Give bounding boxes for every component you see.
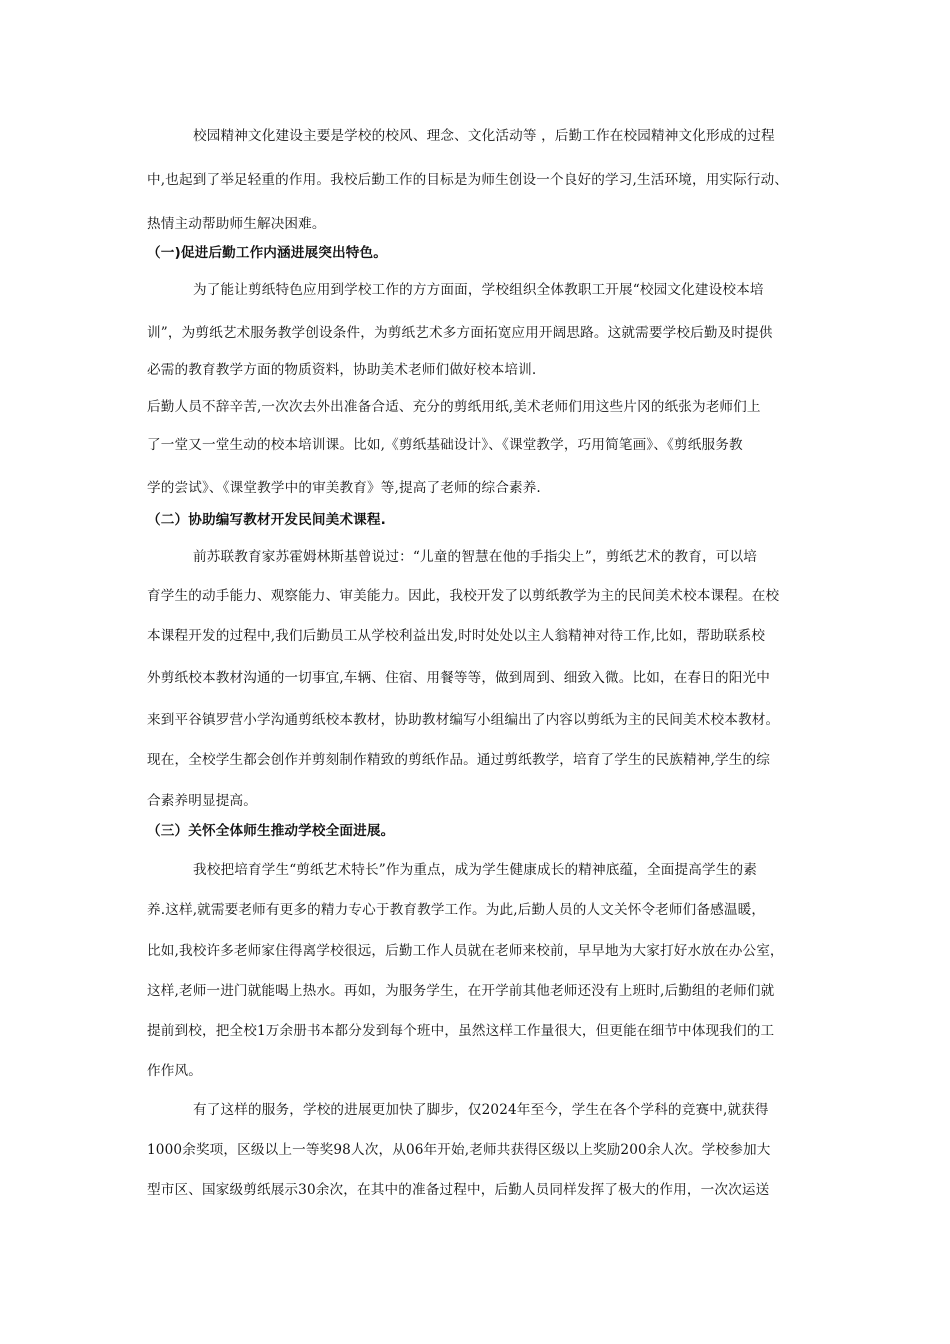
paragraph-line: 育学生的动手能力、观察能力、审美能力。因此，我校开发了以剪纸教学为主的民间美术校本课程。在校 <box>147 588 780 604</box>
paragraph-line: 有了这样的服务，学校的进展更加快了脚步，仅2024年至今，学生在各个学科的竞赛中,就获得 <box>193 1102 769 1118</box>
paragraph-line: 型市区、国家级剪纸展示30余次，在其中的准备过程中，后勤人员同样发挥了极大的作用，一次次运送 <box>147 1182 770 1198</box>
paragraph-line: 必需的教育教学方面的物质资料，协助美术老师们做好校本培训. <box>147 362 537 378</box>
paragraph-line: 学的尝试》、《课堂教学中的审美教育》等,提高了老师的综合素养. <box>147 480 541 496</box>
paragraph-line: 现在，全校学生都会创作并剪刻制作精致的剪纸作品。通过剪纸教学，培育了学生的民族精神,学生的综 <box>147 752 770 768</box>
paragraph-line: 养.这样,就需要老师有更多的精力专心于教育教学工作。为此,后勤人员的人文关怀令老师们备感温暖， <box>147 902 766 918</box>
paragraph-line: 了一堂又一堂生动的校本培训课。比如,《剪纸基础设计》、《课堂教学，巧用简笔画》、《剪纸服务教 <box>147 437 743 453</box>
paragraph-line: 外剪纸校本教材沟通的一切事宜,车辆、住宿、用餐等等，做到周到、细致入微。比如，在春日的阳光中 <box>147 670 770 686</box>
paragraph-line: 校园精神文化建设主要是学校的校风、理念、文化活动等 ，后勤工作在校园精神文化形成的过程 <box>193 128 775 144</box>
paragraph-line: 中,也起到了举足轻重的作用。我校后勤工作的目标是为师生创设一个良好的学习,生活环境，用实际行动、 <box>147 172 789 188</box>
paragraph-line: 为了能让剪纸特色应用到学校工作的方方面面，学校组织全体教职工开展“校园文化建设校本培 <box>193 282 764 298</box>
section-heading-1: （一)促进后勤工作内涵进展突出特色。 <box>147 245 388 261</box>
paragraph-line: 作作风。 <box>147 1063 202 1079</box>
paragraph-line: 合素养明显提高。 <box>147 793 257 809</box>
paragraph-line: 来到平谷镇罗营小学沟通剪纸校本教材，协助教材编写小组编出了内容以剪纸为主的民间美术校本教材。 <box>147 712 780 728</box>
paragraph-line: 本课程开发的过程中,我们后勤员工从学校利益出发,时时处处以主人翁精神对待工作,比如，帮助联系校 <box>147 628 766 644</box>
paragraph-line: 提前到校，把全校1万余册书本都分发到每个班中，虽然这样工作量很大，但更能在细节中体现我们的工 <box>147 1023 775 1039</box>
paragraph-line: 1000余奖项，区级以上一等奖98人次，从06年开始,老师共获得区级以上奖励200余人次。学校参加大 <box>147 1142 771 1158</box>
paragraph-line: 前苏联教育家苏霍姆林斯基曾说过：“儿童的智慧在他的手指尖上”，剪纸艺术的教育，可以培 <box>193 549 757 565</box>
paragraph-line: 后勤人员不辞辛苦,一次次去外出准备合适、充分的剪纸用纸,美术老师们用这些片冈的纸张为老师们上 <box>147 399 761 415</box>
paragraph-line: 我校把培育学生“剪纸艺术特长”作为重点，成为学生健康成长的精神底蕴，全面提高学生的素 <box>193 862 757 878</box>
paragraph-line: 热情主动帮助师生解决困难。 <box>147 216 326 232</box>
paragraph-line: 训”，为剪纸艺术服务教学创设条件，为剪纸艺术多方面拓宽应用开阔思路。这就需要学校后勤及时提供 <box>147 325 773 341</box>
section-heading-2: （二）协助编写教材开发民间美术课程. <box>147 512 386 528</box>
section-heading-3: （三）关怀全体师生推动学校全面进展。 <box>147 823 395 839</box>
paragraph-line: 比如,我校许多老师家住得离学校很远，后勤工作人员就在老师来校前，早早地为大家打好水放在办公室， <box>147 943 784 959</box>
paragraph-line: 这样,老师一进门就能喝上热水。再如，为服务学生，在开学前其他老师还没有上班时,后勤组的老师们就 <box>147 983 775 999</box>
